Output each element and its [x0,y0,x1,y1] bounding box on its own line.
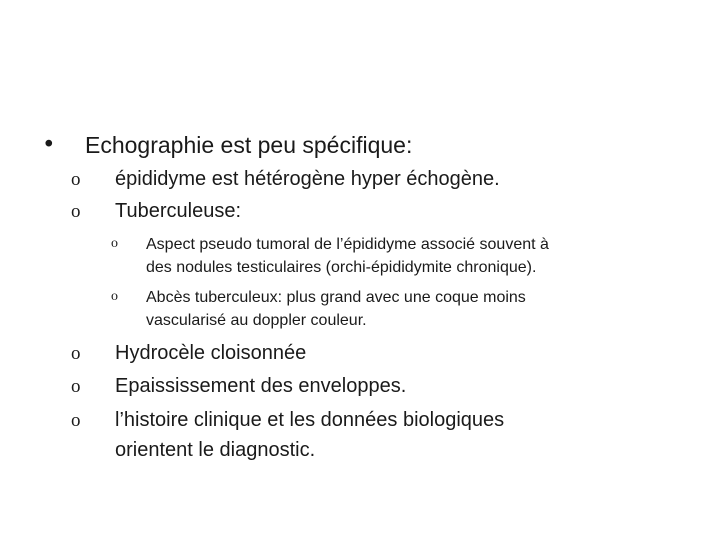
item-epaississement: Epaississement des enveloppes. [115,375,407,397]
subitem-aspect-line1: Aspect pseudo tumoral de l’épididyme associé souvent à [146,236,549,253]
subitem-abces-line2: vascularisé au doppler couleur. [146,312,367,329]
bullet-circle: o [71,169,81,190]
bullet-circle: o [71,343,81,364]
item-hydrocele: Hydrocèle cloisonnée [115,342,307,364]
bullet-circle: o [71,376,81,397]
bullet-circle: o [71,410,81,431]
item-histoire-line2: orientent le diagnostic. [115,439,316,461]
item-histoire-line1: l’histoire clinique et les données biologiques [115,409,505,431]
subitem-abces-line1: Abcès tuberculeux: plus grand avec une coque moins [146,289,526,306]
item-tuberculeuse: Tuberculeuse: [115,200,241,222]
bullet-circle: o [111,289,118,304]
subitem-aspect-line2: des nodules testiculaires (orchi-épididymite chronique). [146,259,537,276]
level1-heading: Echographie est peu spécifique: [85,132,413,158]
bullet-circle: o [71,201,81,222]
bullet-dot: • [42,132,56,158]
item-epididyme: épididyme est hétérogène hyper échogène. [115,168,500,190]
bullet-circle: o [111,236,118,251]
